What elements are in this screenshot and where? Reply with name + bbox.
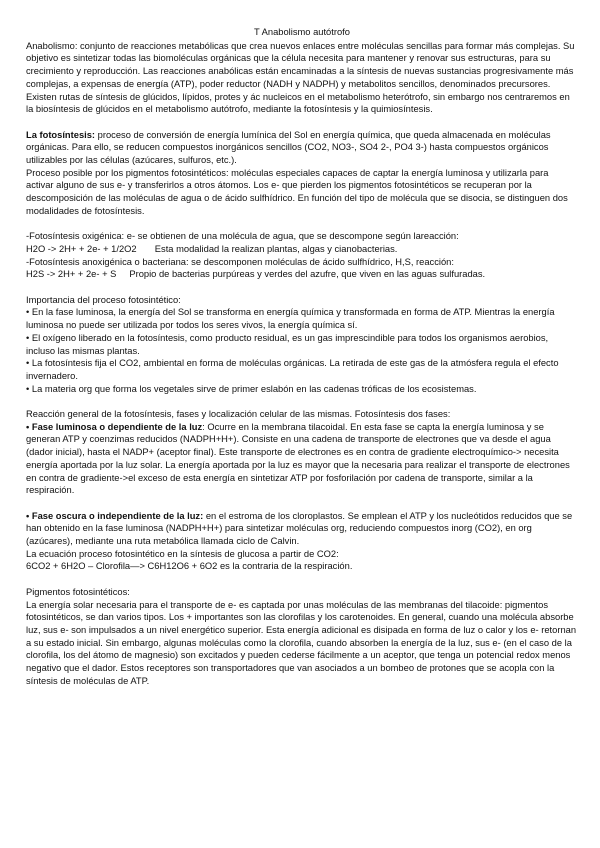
ecuacion-fotosintesis: 6CO2 + 6H2O – Clorofila—> C6H12O6 + 6O2 es la contraria de la respiración.	[26, 561, 353, 572]
importancia-item: • La fotosíntesis fija el CO2, ambiental en forma de moléculas orgánicas. La retirada de este gas de la atmósfera regula el efecto invernadero.	[26, 358, 559, 381]
document-page	[26, 26, 578, 687]
oxigenica-line: -Fotosíntesis oxigénica: e- se obtienen de una molécula de agua, que se descompone según lareacción:	[26, 231, 459, 242]
importancia-item: • El oxígeno liberado en la fotosíntesis, como producto residual, es un gas imprescindible para todos los organismos aerobios, incluso las mismas plantas.	[26, 332, 549, 356]
page-title: T Anabolismo autótrofo	[254, 27, 350, 37]
fase-luminosa-text: : Ocurre en la membrana tilacoidal. En esta fase se capta la energía luminosa y se generan ATP y coenzimas reducidos (NADPH+H+). Consiste en una cadena de transporte de electrones que va desde el agua (dador inicial), hasta el NADP+ (aceptor final). Este transporte de electrones es en contra de gradiente electroquímico-> necesita energía aportada por la luz solar. La energía aportada por la luz es mayor que la necesaria para realizar el transporte de electrones en contra de gradiente->el exceso de esta energía en sintetizar ATP por fosforilación por cadena de transporte, similar a la respiración.	[26, 421, 570, 496]
importancia-item: • En la fase luminosa, la energía del Sol se transforma en energía química y transformada en forma de ATP. Mientras la energía luminosa no puede ser utilizada por todos los seres vivos, la energía química sí.	[26, 307, 555, 331]
fase-oscura-term: • Fase oscura o independiente de la luz:	[26, 510, 204, 521]
ecuacion-intro: La ecuación proceso fotosintético en la síntesis de glucosa a partir de CO2:	[26, 548, 339, 559]
pigmentos-intro-paragraph: Proceso posible por los pigmentos fotosintéticos: moléculas especiales capaces de captar la energía luminosa y utilizarla para activar alguno de sus e- y transferirlos a otros átomos. Los e- que pierden los pigmentos fotosintéticos se recuperan por la descomposición de las moléculas de agua o de ácido sulfhídrico. En función del tipo de molécula que se disocia, se distinguen dos modalidades de fotosíntesis.	[26, 167, 568, 216]
fotosintesis-definition: proceso de conversión de energía lumínica del Sol en energía química, que queda almacenada en moléculas orgánicas. Para ello, se reducen compuestos inorgánicos sencillos (CO2, NO3-, SO4 2-, PO4 3-) hasta compuestos orgánicos utilizables por las células (azúcares, sulfuros, etc.).	[26, 129, 551, 166]
fase-luminosa-paragraph	[26, 421, 578, 497]
pigmentos-paragraph: La energía solar necesaria para el transporte de e- es captada por unas moléculas de las membranas del tilacoide: pigmentos fotosintéticos, se dan varios tipos. Los + importantes son las clorofilas y los carotenoides. En general, cuando una molécula absorbe luz, sus e- son impulsados a un nivel energético superior. Esta energía adicional es disipada en forma de luz o calor y los e- retornan a su estado inicial. Sin embargo, algunas moléculas como la clorofila, cuando absorben la energía de la luz, sus e- (en el caso de la clorofila, los del átomo de magnesio) son excitados y pueden cederse fácilmente a un aceptor, que tenga un potencial redox menos negativo que el dador. Estos receptores son transportadores que van asociados a un bombeo de protones que se acopla con la síntesis de moléculas de ATP.	[26, 599, 577, 686]
fase-luminosa-term: • Fase luminosa o dependiente de la luz	[26, 421, 203, 432]
oxigenica-equation: H2O -> 2H+ + 2e- + 1/2O2 Esta modalidad la realizan plantas, algas y cianobacterias.	[26, 243, 398, 254]
anoxigenica-equation: H2S -> 2H+ + 2e- + S Propio de bacterias purpúreas y verdes del azufre, que viven en las aguas sulfuradas.	[26, 269, 486, 280]
anabolismo-paragraph: Anabolismo: conjunto de reacciones metabólicas que crea nuevos enlaces entre moléculas sencillas para formar más complejas. Su objetivo es sintetizar todas las biomoléculas orgánicas que la célula necesita para mantener y renovar sus estructuras, para su crecimiento y reproducción. Las reacciones anabólicas están encaminadas a la síntesis de nuevas sustancias progresivamente más complejas, a expensas de energía (ATP), poder reductor (NADH y NADPH) y metabolitos sencillos, denominados precursores. Existen rutas de síntesis de glúcidos, lípidos, protes y ác nucleicos en el metabolismo heterótrofo, sin embargo nos centraremos en la biosíntesis de glúcidos en el metabolismo autótrofo, mediante la fotosíntesis y la quimiosíntesis.	[26, 40, 575, 115]
fotosintesis-term: La fotosíntesis:	[26, 129, 96, 140]
pigmentos-heading: Pigmentos fotosintéticos:	[26, 586, 130, 597]
anoxigenica-line: -Fotosíntesis anoxigénica o bacteriana: se descomponen moléculas de ácido sulfhídrico, H,S, reacción:	[26, 256, 454, 267]
fotosintesis-paragraph	[26, 129, 578, 167]
importancia-item: • La materia org que forma los vegetales sirve de primer eslabón en las cadenas tróficas de los ecosistemas.	[26, 383, 477, 394]
reaccion-heading: Reacción general de la fotosíntesis, fases y localización celular de las mismas. Fotosíntesis dos fases:	[26, 409, 451, 420]
importancia-heading: Importancia del proceso fotosintético:	[26, 294, 181, 305]
fase-oscura-paragraph	[26, 510, 578, 548]
fase-oscura-text: en el estroma de los cloroplastos. Se emplean el ATP y los nucleótidos reducidos que se han obtenido en la fase luminosa (NADPH+H+) para sintetizar moléculas org, reduciendo compuestos inorg (CO2), en org (azúcares), mediante una ruta metabólica llamada ciclo de Calvin.	[26, 510, 573, 547]
